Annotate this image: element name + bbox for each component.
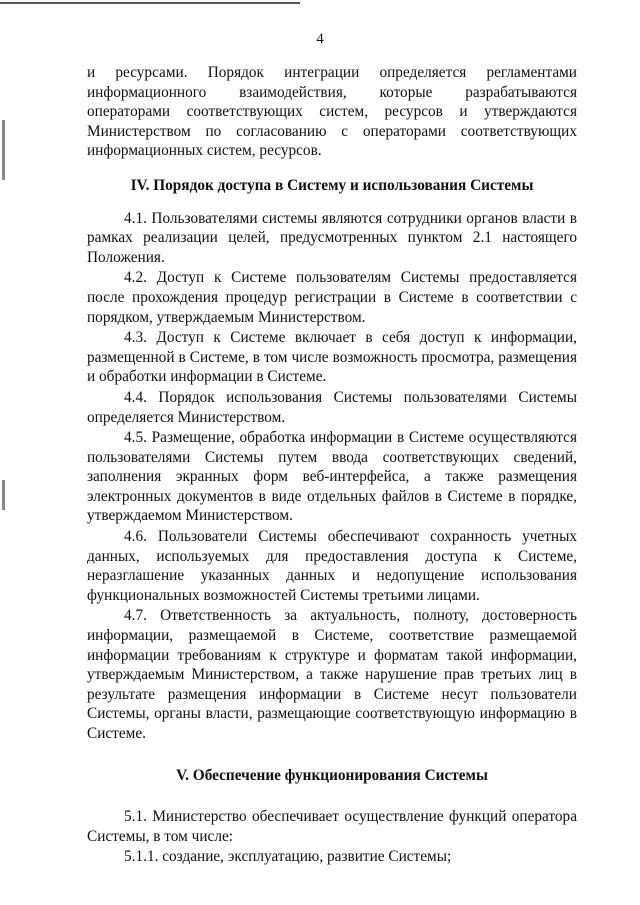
- paragraph-4-4: 4.4. Порядок использования Системы пользователями Системы определяется Министерством.: [87, 388, 577, 426]
- paragraph-4-2: 4.2. Доступ к Системе пользователям Системы предоставляется после прохождения процедур регистрации в Системе в соответствии с порядком, утверждаемым Министерством.: [87, 269, 577, 326]
- intro-paragraph: и ресурсами. Порядок интеграции определяется регламентами информационного взаимодействия, которые разрабатываются операторами соответствующих систем, ресурсов и утверждаются Министерством по согласованию с операторами соответствующих информационных систем, ресурсов.: [87, 64, 577, 160]
- paragraph-4-5: 4.5. Размещение, обработка информации в Системе осуществляются пользователями Системы путем ввода соответствующих сведений, заполнения экранных форм веб-интерфейса, а также размещения электронных документов в виде отдельных файлов в Системе в порядке, утверждаемом Министерством.: [87, 429, 577, 525]
- paragraph-4-3: 4.3. Доступ к Системе включает в себя доступ к информации, размещенной в Системе, в том числе возможность просмотра, размещения и обработки информации в Системе.: [87, 329, 577, 386]
- paragraph-4-7: 4.7. Ответственность за актуальность, полноту, достоверность информации, размещаемой в Системе, соответствие размещаемой информации требованиям к структуре и форматам такой информации, утверждаемым Министерством, а также нарушение прав третьих лиц в результате размещения информации в Системе несут пользователи Системы, органы власти, размещающие соответствующую информацию в Системе.: [87, 607, 577, 742]
- scan-edge-mark: [2, 120, 5, 180]
- paragraph-4-1: 4.1. Пользователями системы являются сотрудники органов власти в рамках реализации целей, предусмотренных пунктом 2.1 настоящего Положения.: [87, 209, 577, 266]
- scan-border-line: [0, 2, 300, 4]
- scan-edge-mark: [2, 480, 5, 510]
- page-number: 4: [316, 31, 324, 47]
- section-iv-heading: IV. Порядок доступа в Систему и использования Системы: [130, 176, 534, 194]
- paragraph-4-6: 4.6. Пользователи Системы обеспечивают сохранность учетных данных, используемых для предоставления доступа к Системе, неразглашение указанных данных и недопущение использования функциональных возможностей Системы третьими лицами.: [87, 528, 577, 604]
- section-v-heading: V. Обеспечение функционирования Системы: [176, 766, 488, 784]
- paragraph-5-1: 5.1. Министерство обеспечивает осуществление функций оператора Системы, в том числе:: [87, 808, 577, 845]
- document-body: [87, 63, 577, 867]
- paragraph-5-1-1: 5.1.1. создание, эксплуатацию, развитие Системы;: [124, 848, 452, 866]
